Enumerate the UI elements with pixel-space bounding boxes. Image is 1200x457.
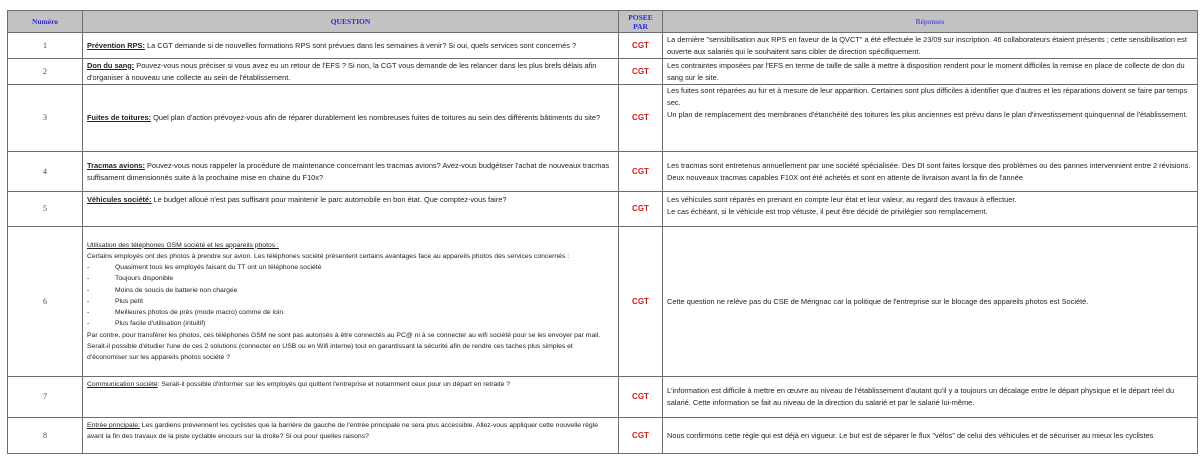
header-number: Numéro: [8, 11, 83, 33]
asked-by: CGT: [619, 33, 663, 59]
question-text: Pouvez-vous nous préciser si vous avez eu un retour de l'EFS ? Si non, la CGT vous demande de les relancer dans les plus brefs délais afin d'organiser à nouveau une collecte au sein de l'établissement.: [87, 60, 597, 82]
asked-by: CGT: [619, 85, 663, 152]
bullet-marker: -: [87, 309, 90, 317]
bullet-marker: -: [87, 264, 90, 272]
question-cell: [83, 418, 619, 454]
row-number: 1: [8, 33, 83, 59]
table-row: [8, 192, 1198, 227]
table-row: [8, 85, 1198, 152]
bullet-item: - Plus facile d'utilisation (intuitif): [87, 318, 614, 329]
table-row: [8, 418, 1198, 454]
question-cell: [83, 152, 619, 192]
question-cell: [83, 59, 619, 85]
bullet-item: - Quasiment tous les employés faisant du TT ont un téléphone société: [87, 262, 614, 273]
question-topic: Tracmas avions:: [87, 160, 145, 170]
question-text: : Serait-il possible d'informer sur les employés qui quittent l'entreprise et notamment ceux pour un départ en retraite ?: [157, 381, 511, 388]
question-intro: Certains employés ont des photos à prendre sur avion. Les téléphones société présentent certains avantages face au appareils photos des services concernés :: [87, 253, 570, 261]
answer-line: Le cas échéant, si le véhicule est trop vétuste, il peut être décidé de privilégier son remplacement.: [667, 207, 988, 216]
bullet-marker: -: [87, 320, 90, 328]
asked-by: CGT: [619, 418, 663, 454]
header-answers: Réponses: [663, 11, 1198, 33]
answer-cell: [663, 85, 1198, 152]
table-row: [8, 59, 1198, 85]
question-outro: Par contre, pour transférer les photos, ces téléphones GSM ne sont pas autorisés à être connectés au PC@ ni à se connecter au wifi société pour se les envoyer par mail.: [87, 331, 601, 339]
row-number: 7: [8, 377, 83, 418]
question-topic: Entrée principale:: [87, 422, 140, 429]
answer-cell: Cette question ne relève pas du CSE de Mérignac car la politique de l'entreprise sur le blocage des appareils photos est Société.: [663, 227, 1198, 377]
answer-line: Un plan de remplacement des membranes d'étanchéité des toitures les plus anciennes est prévu dans le plan d'investissement quinquennal de l'établissement.: [667, 110, 1188, 119]
table-row: [8, 33, 1198, 59]
question-topic: Communication société: [87, 381, 158, 388]
asked-by: CGT: [619, 152, 663, 192]
answer-cell: [663, 152, 1198, 192]
question-text: Quel plan d'action prévoyez-vous afin de réparer durablement les nombreuses fuites de toitures au sein des différents bâtiments du site?: [151, 113, 601, 122]
row-number: 5: [8, 192, 83, 227]
question-topic: Véhicules société:: [87, 195, 152, 204]
question-text: Le budget alloué n'est pas suffisant pour maintenir le parc automobile en bon état. Que comptez-vous faire?: [151, 195, 507, 204]
bullet-marker: -: [87, 275, 90, 283]
row-number: 4: [8, 152, 83, 192]
bullet-item: - Toujours disponible: [87, 273, 614, 284]
row-number: 3: [8, 85, 83, 152]
bullet-item: - Moins de soucis de batterie non chargée: [87, 285, 614, 296]
question-outro: Serait-il possible d'étudier l'une de ces 2 solutions (connecter en USB ou en Wifi interne) tout en garantissant la sécurité afin de rendre ces taches plus simples et d'économiser sur les appareils photos société ?: [87, 342, 573, 361]
question-topic: Don du sang:: [87, 60, 135, 70]
answer-cell: Nous confirmons cette règle qui est déjà en vigueur. Le but est de séparer le flux "vélos" de celui des véhicules et de sécuriser au mieux les cyclistes: [663, 418, 1198, 454]
answer-cell: Les contraintes imposées par l'EFS en terme de taille de salle à mettre à disposition rendent pour le moment difficiles la remise en place de collecte de don du sang sur le site.: [663, 59, 1198, 85]
question-cell: [83, 33, 619, 59]
bullet-item: - Meilleures photos de près (mode macro) comme de loin.: [87, 307, 614, 318]
bullet-marker: -: [87, 297, 90, 305]
question-cell: [83, 192, 619, 227]
question-text: La CGT demande si de nouvelles formations RPS sont prévues dans les semaines à venir? Si oui, quels services sont concernés ?: [144, 40, 577, 50]
bullet-marker: -: [87, 286, 90, 294]
answer-cell: [663, 192, 1198, 227]
header-row: [8, 11, 1198, 33]
table-row: [8, 152, 1198, 192]
question-topic: Utilisation des téléphones GSM société et les appareils photos :: [87, 241, 279, 249]
row-number: 8: [8, 418, 83, 454]
answer-cell: La dernière "sensibilisation aux RPS en faveur de la QVCT" a été effectuée le 23/09 sur inscription. 46 collaborateurs étaient présents ; cette sensibilisation est ouverte aux salariés qui le souhaitent sans cibler de direction spécifiquement.: [663, 33, 1198, 59]
header-asked-by: POSEE PAR: [619, 11, 663, 33]
asked-by: CGT: [619, 59, 663, 85]
row-number: 2: [8, 59, 83, 85]
answer-line: Les tracmas sont entretenus annuellement par une société spécialisée. Des DI sont faites lorsque des problèmes ou des pannes intervennient entre 2 révisions.: [667, 160, 1191, 170]
answer-line: Les véhicules sont réparés en prenant en compte leur état et leur valeur, au regard des travaux à effectuer.: [667, 195, 1017, 204]
question-cell: [83, 85, 619, 152]
asked-by: CGT: [619, 227, 663, 377]
question-text: Les gardiens préviennent les cyclistes que la barrière de gauche de l'entrée principale ne sera plus accessible. Allez-vous appliquer cette nouvelle règle avant la fin des travaux de la piste cyclable encours sur la droite? Si oui pour quelles raisons?: [87, 422, 598, 441]
asked-by: CGT: [619, 377, 663, 418]
answer-cell: L'information est difficile à mettre en œuvre au niveau de l'établissement d'autant qu'il y a toujours un décalage entre le départ physique et le départ réel du salarié. Cette information se fait au niveau de la direction du salarié et par le salarié lui-même.: [663, 377, 1198, 418]
question-topic: Fuites de toitures:: [87, 113, 152, 122]
question-text: Pouvez-vous nous rappeler la procédure de maintenance concernant les tracmas avions? Avez-vous budgétiser l'achat de nouveaux tracmas suffisament dimensionnés suite à la prochaine mise en chaine du F10x?: [87, 160, 610, 182]
questions-answers-table: [7, 10, 1198, 454]
answer-line: Les fuites sont réparées au fur et à mesure de leur apparition. Certaines sont plus difficiles à identifier que d'autres et les réparations doivent se faire par temps sec.: [667, 86, 1188, 107]
question-cell: [83, 377, 619, 418]
header-question: QUESTION: [83, 11, 619, 33]
question-topic: Prévention RPS:: [87, 40, 145, 50]
table-row: [8, 377, 1198, 418]
question-cell: [83, 227, 619, 377]
table-row: [8, 227, 1198, 377]
bullet-item: - Plus petit: [87, 296, 614, 307]
answer-line: Deux nouveaux tracmas capables F10X ont été achetés et sont en attente de livraison avant la fin de l'année: [667, 172, 1023, 182]
row-number: 6: [8, 227, 83, 377]
asked-by: CGT: [619, 192, 663, 227]
